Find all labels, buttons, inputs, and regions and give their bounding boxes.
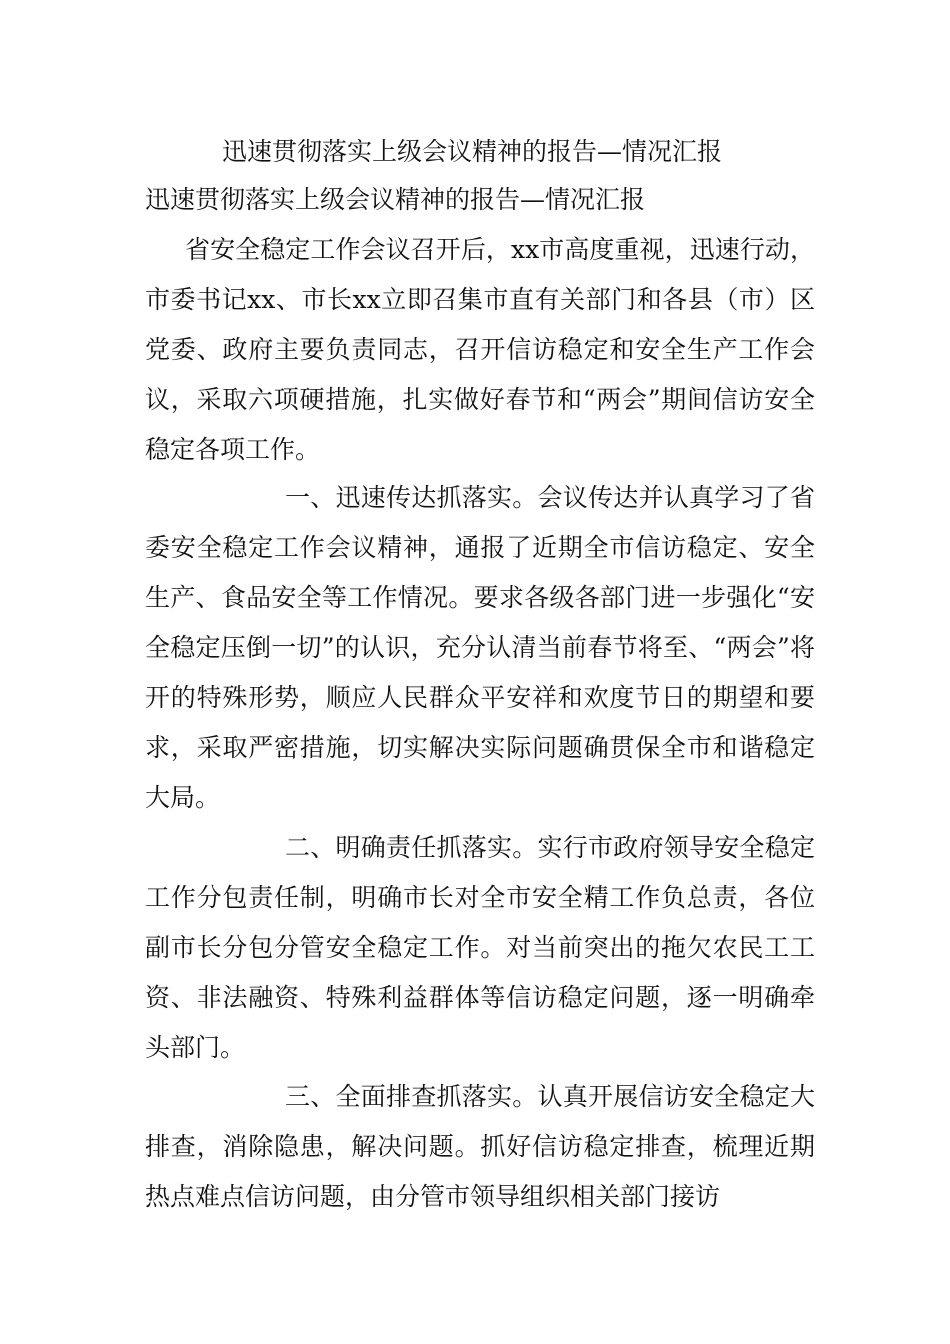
- paragraph-section-two: 二、明确责任抓落实。实行市政府领导安全稳定工作分包责任制，明确市长对全市安全精工作负总责，各位副市长分包分管安全稳定工作。对当前突出的拖欠农民工工资、非法融资、特殊利益群体等信访稳定问题，逐一明确牵头部门。: [145, 833, 815, 1062]
- paragraph-section-one: 一、迅速传达抓落实。会议传达并认真学习了省委安全稳定工作会议精神，通报了近期全市信访稳定、安全生产、食品安全等工作情况。要求各级各部门进一步强化“安全稳定压倒一切”的认识，充分认清当前春节将至、“两会”将开的特殊形势，顺应人民群众平安祥和欢度节日的期望和要求，采取严密措施，切实解决实际问题确贯保全市和谐稳定大局。: [145, 483, 815, 812]
- document-subtitle: 迅速贯彻落实上级会议精神的报告—情况汇报: [145, 185, 646, 214]
- document-heading: 迅速贯彻落实上级会议精神的报告—情况汇报: [222, 137, 723, 166]
- paragraph-intro: 省安全稳定工作会议召开后，xx市高度重视，迅速行动，市委书记xx、市长xx立即召集市直有关部门和各县（市）区党委、政府主要负责同志，召开信访稳定和安全生产工作会议，采取六项硬措施，扎实做好春节和“两会”期间信访安全稳定各项工作。: [145, 235, 815, 464]
- paragraph-section-three: 三、全面排查抓落实。认真开展信访安全稳定大排查，消除隐患，解决问题。抓好信访稳定排查，梳理近期热点难点信访问题，由分管市领导组织相关部门接访: [145, 1082, 815, 1211]
